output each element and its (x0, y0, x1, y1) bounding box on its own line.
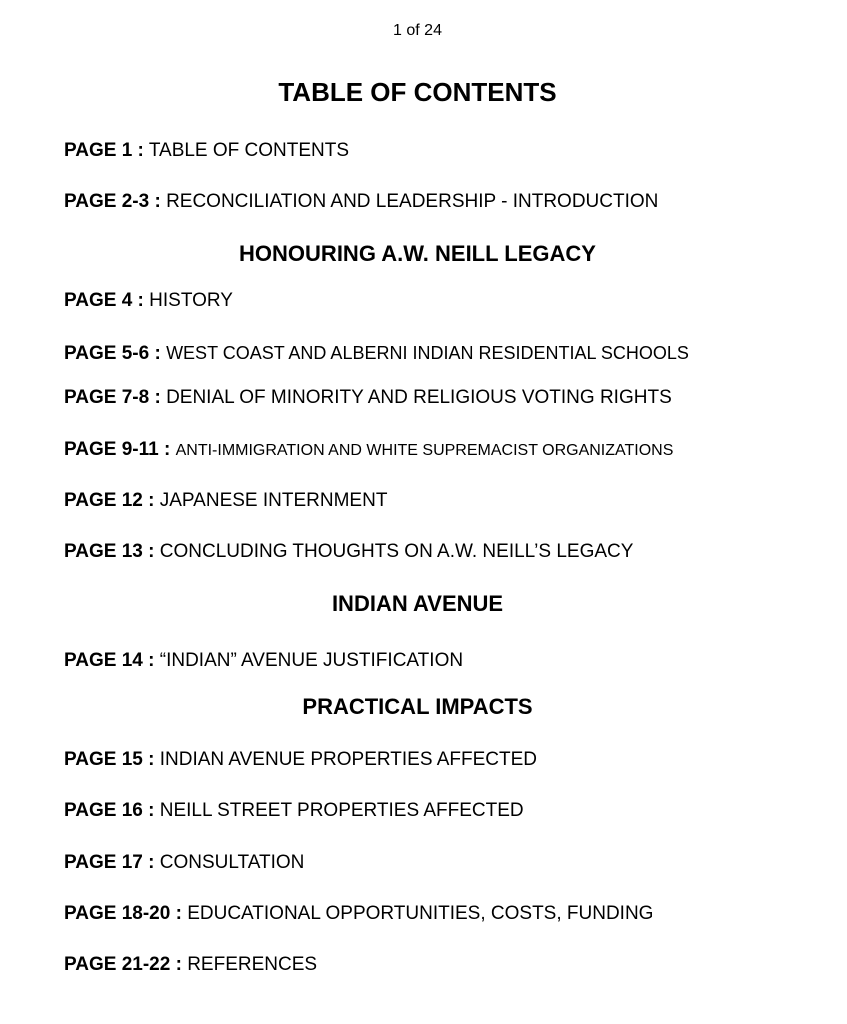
toc-entry (64, 799, 524, 823)
toc-entry (64, 139, 349, 163)
toc-entry (64, 953, 317, 977)
toc-page-number: PAGE 13 : (64, 541, 155, 562)
section-heading-neill-legacy: HONOURING A.W. NEILL LEGACY (239, 241, 596, 266)
toc-entry (64, 489, 387, 513)
toc-page-number: PAGE 4 : (64, 290, 144, 311)
toc-page-number: PAGE 17 : (64, 852, 155, 873)
toc-entry-title: EDUCATIONAL OPPORTUNITIES, COSTS, FUNDING (187, 903, 654, 924)
toc-entry-title: REFERENCES (187, 954, 318, 975)
document-title: TABLE OF CONTENTS (278, 77, 557, 107)
toc-entry (64, 851, 304, 875)
toc-entry-title: NEILL STREET PROPERTIES AFFECTED (159, 800, 524, 821)
toc-entry-title: HISTORY (149, 290, 233, 311)
toc-page-number: PAGE 9-11 : (64, 439, 171, 460)
toc-entry-title: RECONCILIATION AND LEADERSHIP - INTRODUCTION (166, 191, 659, 212)
toc-entry (64, 341, 689, 366)
toc-entry (64, 438, 673, 463)
toc-page-number: PAGE 2-3 : (64, 191, 161, 212)
toc-entry-title: DENIAL OF MINORITY AND RELIGIOUS VOTING RIGHTS (166, 387, 672, 408)
toc-page-number: PAGE 5-6 : (64, 343, 161, 364)
toc-entry-title: TABLE OF CONTENTS (148, 140, 350, 161)
section-heading-practical-impacts: PRACTICAL IMPACTS (302, 694, 533, 719)
toc-entry (64, 386, 672, 410)
toc-page-number: PAGE 18-20 : (64, 903, 182, 924)
toc-entry (64, 190, 658, 214)
toc-page-number: PAGE 21-22 : (64, 954, 182, 975)
toc-entry (64, 540, 633, 564)
toc-entry-title: WEST COAST AND ALBERNI INDIAN RESIDENTIAL SCHOOLS (166, 343, 689, 363)
toc-page-number: PAGE 16 : (64, 800, 155, 821)
toc-entry-title: INDIAN AVENUE PROPERTIES AFFECTED (159, 749, 538, 770)
toc-page-number: PAGE 14 : (64, 650, 155, 671)
toc-entry (64, 289, 233, 313)
toc-entry (64, 902, 653, 926)
toc-entry-title: CONCLUDING THOUGHTS ON A.W. NEILL’S LEGACY (159, 541, 634, 562)
toc-page-number: PAGE 12 : (64, 490, 155, 511)
toc-entry (64, 748, 537, 772)
page-counter: 1 of 24 (393, 22, 442, 39)
toc-page-number: PAGE 7-8 : (64, 387, 161, 408)
toc-page-number: PAGE 1 : (64, 140, 144, 161)
toc-entry-title: “INDIAN” AVENUE JUSTIFICATION (159, 650, 464, 671)
toc-entry (64, 649, 463, 673)
toc-entry-title: ANTI-IMMIGRATION AND WHITE SUPREMACIST ORGANIZATIONS (175, 442, 674, 459)
toc-entry-title: CONSULTATION (159, 852, 305, 873)
toc-page-number: PAGE 15 : (64, 749, 155, 770)
section-heading-indian-avenue: INDIAN AVENUE (331, 591, 504, 616)
toc-entry-title: JAPANESE INTERNMENT (159, 490, 388, 511)
